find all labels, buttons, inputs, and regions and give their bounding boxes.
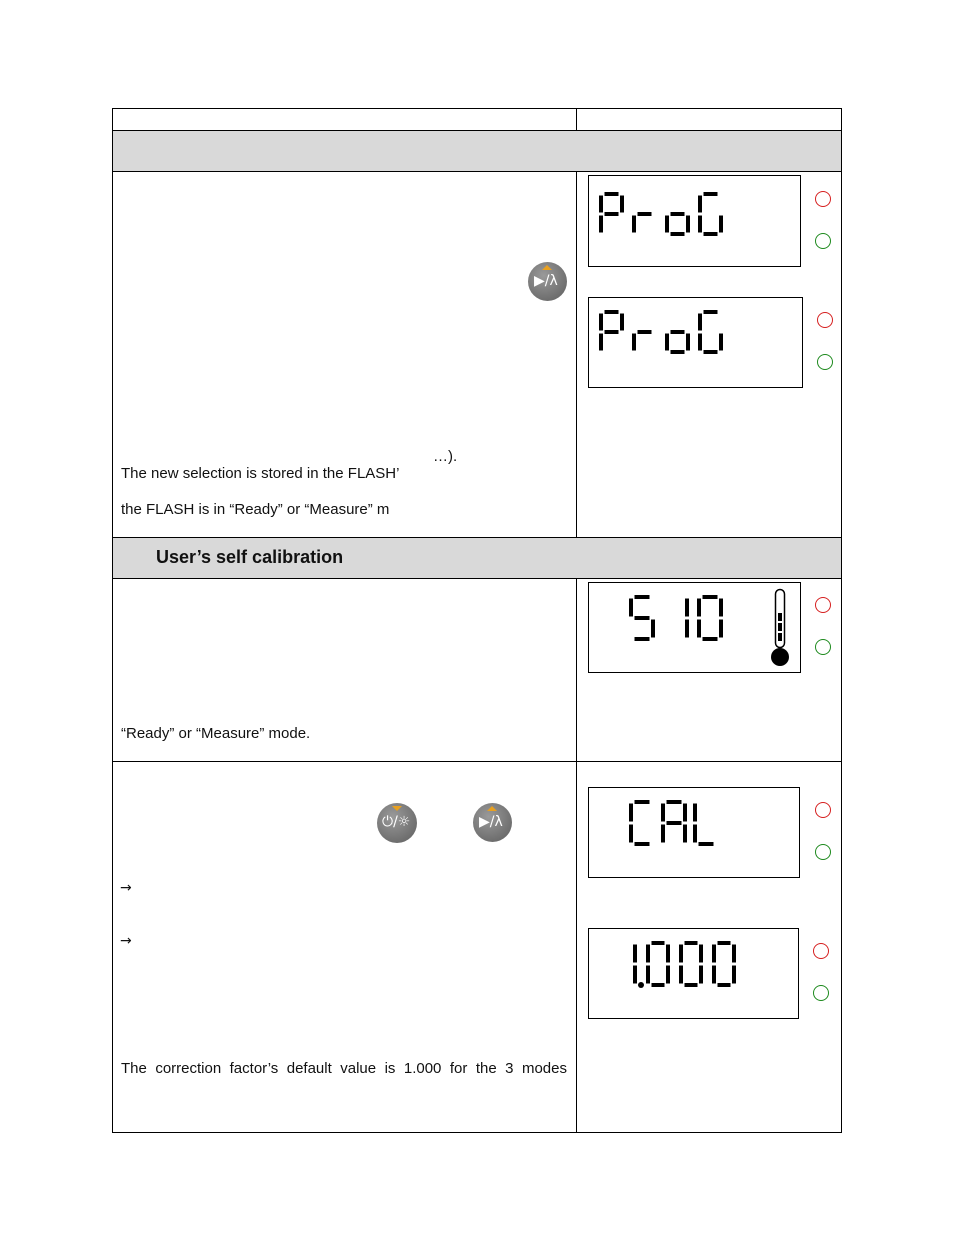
section-title-calibration: User’s self calibration xyxy=(156,547,344,567)
prog-text-tail: …). xyxy=(433,448,458,465)
green-indicator-icon xyxy=(815,233,831,249)
arrow-down-icon xyxy=(392,806,402,811)
segment-display-glyphs xyxy=(589,929,800,1020)
play-lambda-button[interactable] xyxy=(473,803,512,842)
segment-display-glyphs xyxy=(589,298,804,389)
power-light-icon: ⏻/☼ xyxy=(382,814,411,830)
correction-factor-text: The correction factor’s default value is 1.000 for the 3 modes xyxy=(121,1060,567,1077)
section-band-top xyxy=(113,131,841,171)
lcd-display-temperature xyxy=(588,582,801,673)
calib-text-ready: “Ready” or “Measure” mode. xyxy=(121,725,311,742)
lcd-display-factor xyxy=(588,928,799,1019)
arrow-up-icon xyxy=(487,806,497,811)
prog-text-ready: the FLASH is in “Ready” or “Measure” m xyxy=(121,501,390,518)
thermometer-icon xyxy=(767,587,797,673)
segment-display-glyphs xyxy=(589,788,801,879)
play-lambda-icon: ▶/λ xyxy=(479,814,503,830)
red-indicator-icon xyxy=(813,943,829,959)
red-indicator-icon xyxy=(815,191,831,207)
segment-display-glyphs xyxy=(589,176,802,268)
arrow-icon: → xyxy=(120,880,132,896)
arrow-up-icon xyxy=(542,265,552,270)
green-indicator-icon xyxy=(817,354,833,370)
lcd-display-prog-1 xyxy=(588,175,801,267)
red-indicator-icon xyxy=(817,312,833,328)
play-lambda-button[interactable] xyxy=(528,262,567,301)
lcd-display-prog-2 xyxy=(588,297,803,388)
power-light-button[interactable] xyxy=(377,803,417,843)
green-indicator-icon xyxy=(815,639,831,655)
green-indicator-icon xyxy=(815,844,831,860)
lcd-display-cal xyxy=(588,787,800,878)
red-indicator-icon xyxy=(815,802,831,818)
play-lambda-icon: ▶/λ xyxy=(534,273,558,289)
green-indicator-icon xyxy=(813,985,829,1001)
arrow-icon: → xyxy=(120,933,132,949)
prog-text-stored: The new selection is stored in the FLASH’ xyxy=(121,465,400,482)
red-indicator-icon xyxy=(815,597,831,613)
